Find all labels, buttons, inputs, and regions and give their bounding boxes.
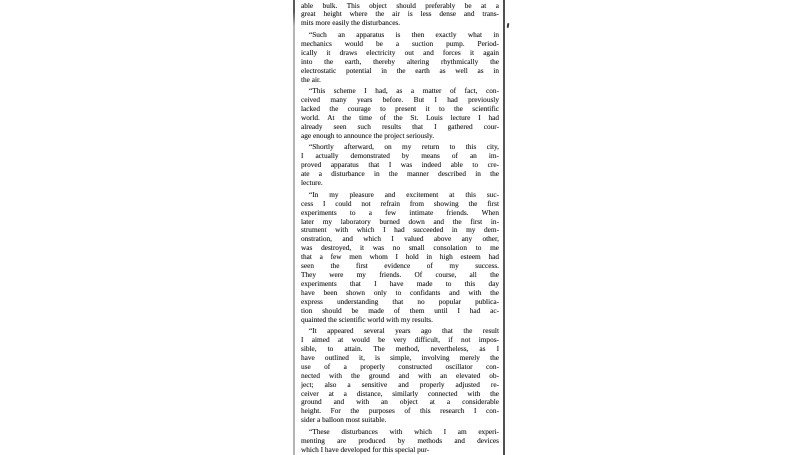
text-line: “This scheme I had, as a matter of fact, con-: [309, 86, 499, 96]
text-line: into the earth, thereby altering rhythmically the: [301, 56, 499, 66]
text-line: I aimed at would be very difficult, if not impos-: [301, 335, 499, 345]
text-line: “It appeared several years ago that the result: [309, 326, 499, 336]
text-line: I actually demonstrated by means of an im-: [301, 151, 499, 161]
text-line: menting are produced by methods and devices: [301, 435, 499, 445]
text-line: later my laboratory burned down and the first in-: [301, 216, 499, 226]
text-line: have been shown only to confidants and with the: [301, 287, 499, 297]
text-line: ject; also a sensitive and properly adjusted re-: [301, 379, 499, 389]
text-line: proved apparatus that I was indeed able to cre-: [301, 160, 499, 170]
text-line: already seen such results that I gathered cour-: [301, 121, 499, 131]
text-line: height. For the purposes of this research I con-: [301, 406, 499, 416]
ink-speck: [507, 23, 510, 28]
text-line: use of a properly constructed oscillator con-: [301, 361, 499, 371]
article-text: [301, 2, 499, 455]
article-paragraph: [301, 143, 499, 188]
text-line: ceived many years before. But I had previously: [301, 95, 499, 105]
article-paragraph: [301, 428, 499, 455]
text-line: electrostatic potential in the earth as well as in: [301, 65, 499, 75]
text-line: onstration, and which I valued above any other,: [301, 234, 499, 244]
text-line: “Shortly afterward, on my return to this city,: [309, 142, 499, 152]
article-paragraph: [301, 87, 499, 140]
text-line: able bulk. This object should preferably be at a: [301, 1, 499, 10]
text-line: age enough to announce the project seriously.: [301, 130, 435, 140]
article-paragraph: [301, 327, 499, 425]
newspaper-column: [292, 0, 507, 455]
text-line: “In my pleasure and excitement at this suc-: [309, 189, 499, 199]
text-line: seen the first evidence of my success.: [301, 261, 499, 271]
column-rule-right: [503, 0, 505, 455]
text-line: which I have developed for this special pur-: [301, 444, 430, 454]
text-line: ceiver at a distance, similarly connected with the: [301, 388, 499, 398]
text-line: strument with which I had succeeded in my dem-: [301, 225, 499, 235]
text-line: mechanics would be a suction pump. Period-: [301, 38, 499, 48]
article-paragraph: [301, 2, 499, 29]
text-line: quainted the scientific world with my results.: [301, 314, 433, 324]
text-line: experiments that I have made to this day: [301, 278, 499, 288]
text-line: mits more easily the disturbances.: [301, 18, 401, 28]
text-line: world. At the time of the St. Louis lecture I had: [301, 112, 499, 122]
text-line: great height where the air is less dense and trans-: [301, 9, 499, 19]
text-line: “Such an apparatus is then exactly what in: [309, 30, 499, 40]
text-line: They were my friends. Of course, all the: [301, 269, 499, 279]
text-line: nected with the ground and with an elevated ob-: [301, 370, 499, 380]
text-line: ically it draws electricity out and forces it again: [301, 47, 499, 57]
text-line: lacked the courage to present it to the scientific: [301, 104, 499, 114]
article-paragraph: [301, 191, 499, 325]
text-line: express understanding that no popular publica-: [301, 296, 499, 306]
text-line: have outlined it, is simple, involving merely the: [301, 352, 499, 362]
text-line: experiments to a few intimate friends. When: [301, 207, 499, 217]
text-line: “These disturbances with which I am experi-: [309, 426, 499, 436]
text-line: ate a disturbance in the manner described in the: [301, 169, 499, 179]
text-line: that a few men whom I hold in high esteem had: [301, 252, 499, 262]
article-paragraph: [301, 31, 499, 84]
text-line: sible, to attain. The method, nevertheless, as I: [301, 344, 499, 354]
text-line: sider a balloon most suitable.: [301, 415, 387, 425]
text-line: the air.: [301, 74, 321, 84]
text-line: lecture.: [301, 178, 323, 188]
text-line: tion should be made of them until I had ac-: [301, 305, 499, 315]
text-line: was destroyed, it was no small consolation to me: [301, 243, 499, 253]
column-rule-left: [293, 0, 295, 455]
text-line: cess I could not refrain from showing the first: [301, 198, 499, 208]
text-line: ground and with an object at a considerable: [301, 397, 499, 407]
